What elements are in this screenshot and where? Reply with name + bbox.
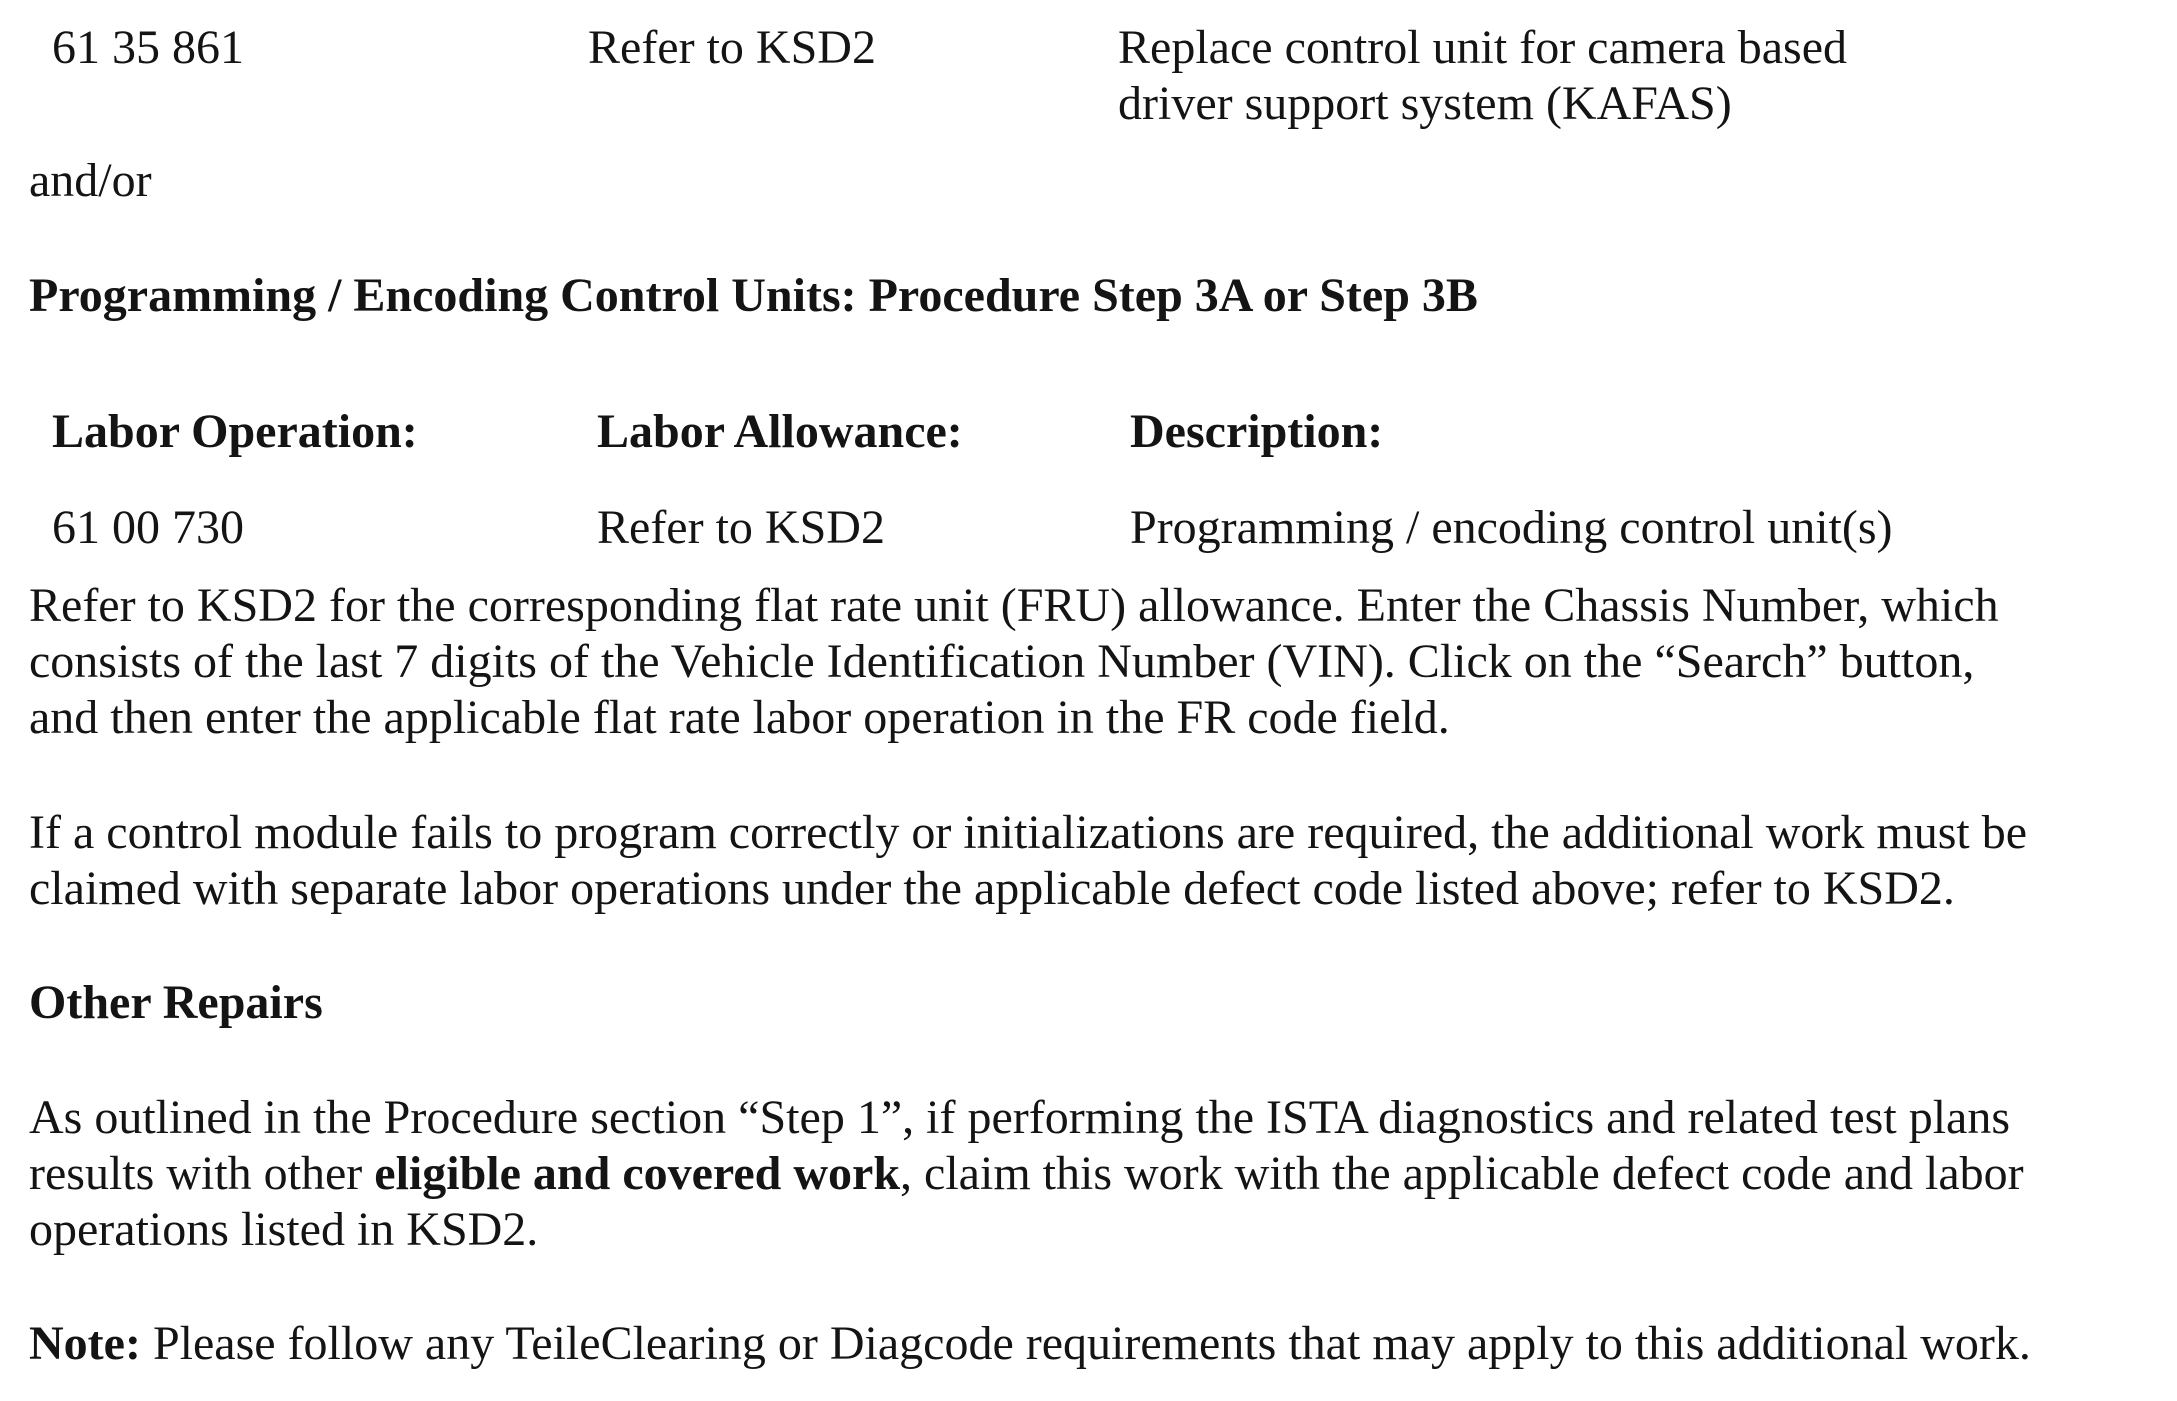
top-labor-allowance: Refer to KSD2 xyxy=(588,21,876,74)
paragraph-line xyxy=(29,1146,2149,1202)
note-text: Please follow any TeileClearing or Diagcode requirements that may apply to this additional work. xyxy=(140,1317,2031,1370)
note-paragraph xyxy=(29,1316,2149,1372)
note-line xyxy=(29,1316,2149,1372)
note-label: Note: xyxy=(29,1317,141,1370)
paragraph-line: consists of the last 7 digits of the Vehicle Identification Number (VIN). Click on the “Search” button, xyxy=(29,635,1975,688)
paragraph-line: As outlined in the Procedure section “Step 1”, if performing the ISTA diagnostics and related test plans xyxy=(29,1091,2011,1144)
paragraph-line: claimed with separate labor operations under the applicable defect code listed above; refer to KSD2. xyxy=(29,862,1955,915)
top-description-line2: driver support system (KAFAS) xyxy=(1118,77,1732,130)
row-labor-allowance: Refer to KSD2 xyxy=(597,501,885,554)
paragraph-module-fail xyxy=(29,805,2149,917)
paragraph-other-repairs xyxy=(29,1090,2149,1258)
header-labor-allowance: Labor Allowance: xyxy=(597,405,963,458)
paragraph-line: operations listed in KSD2. xyxy=(29,1203,539,1256)
header-labor-operation: Labor Operation: xyxy=(52,405,418,458)
paragraph-ksd2 xyxy=(29,578,2149,746)
top-labor-operation: 61 35 861 xyxy=(52,21,244,74)
header-description: Description: xyxy=(1130,405,1384,458)
paragraph-line: and then enter the applicable flat rate labor operation in the FR code field. xyxy=(29,691,1450,744)
eligible-covered-work-emphasis: eligible and covered work xyxy=(374,1147,901,1200)
other-repairs-heading: Other Repairs xyxy=(29,976,323,1029)
programming-heading: Programming / Encoding Control Units: Procedure Step 3A or Step 3B xyxy=(29,269,1478,322)
line-prefix: results with other xyxy=(29,1147,375,1200)
line-suffix: , claim this work with the applicable defect code and labor xyxy=(900,1147,2024,1200)
row-description: Programming / encoding control unit(s) xyxy=(1130,501,1893,554)
row-labor-operation: 61 00 730 xyxy=(52,501,244,554)
paragraph-line: If a control module fails to program correctly or initializations are required, the additional work must be xyxy=(29,806,2028,859)
and-or-text: and/or xyxy=(29,154,152,207)
top-description-line1: Replace control unit for camera based xyxy=(1118,21,1847,74)
paragraph-line: Refer to KSD2 for the corresponding flat rate unit (FRU) allowance. Enter the Chassis Number, which xyxy=(29,579,1999,632)
